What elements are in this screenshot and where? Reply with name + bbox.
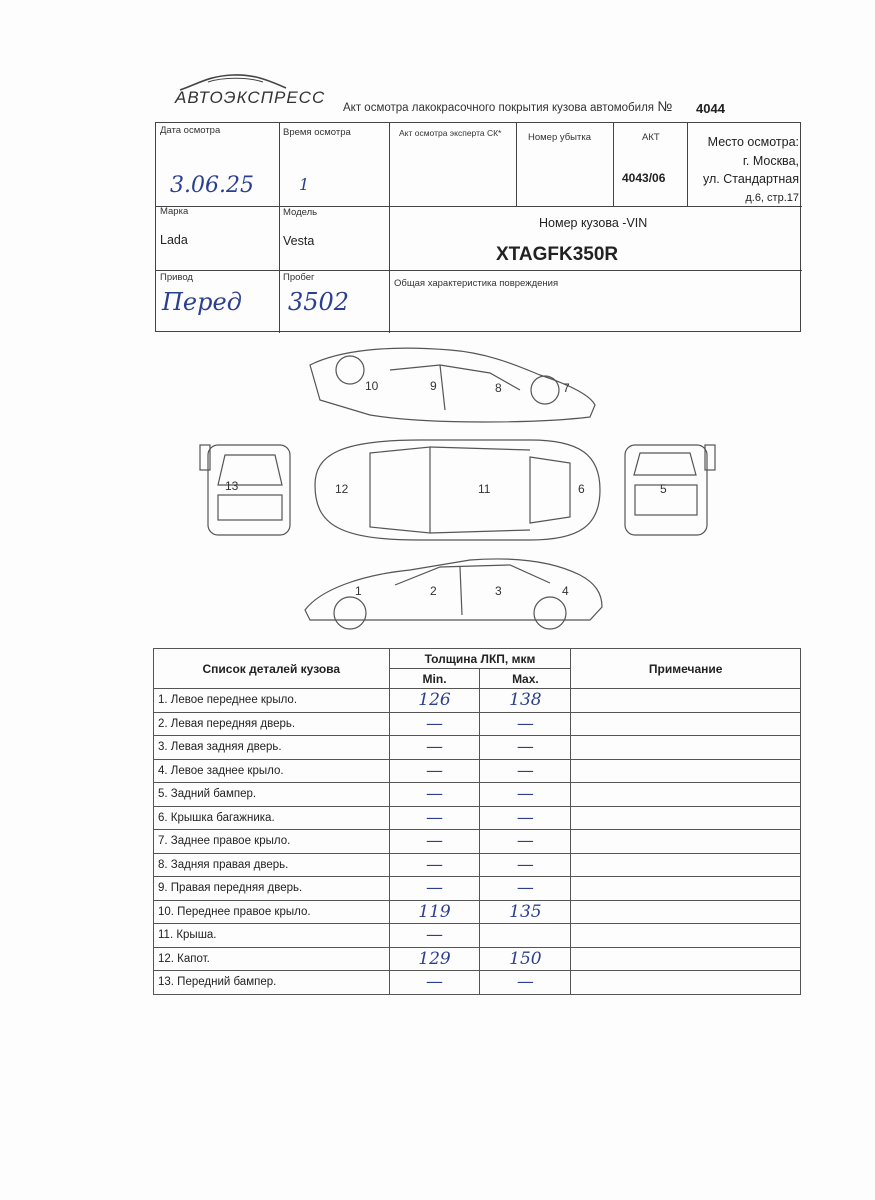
part-note: [571, 736, 801, 760]
part-name: 5. Задний бампер.: [154, 783, 390, 807]
part-name: 13. Передний бампер.: [154, 971, 390, 995]
top-view-icon: [315, 440, 600, 540]
thickness-max: [480, 759, 571, 783]
date-label: Дата осмотра: [160, 125, 221, 136]
thickness-max-value: 138: [509, 690, 542, 711]
drive-value: Перед: [162, 288, 242, 316]
thickness-max: [480, 877, 571, 901]
diagram-number: 12: [335, 482, 349, 496]
diagram-number: 1: [355, 584, 362, 598]
thickness-max-value: —: [516, 760, 534, 781]
thickness-min-value: —: [426, 737, 444, 758]
inspection-place: Место осмотра: г. Москва, ул. Стандартная д.6, стр.17: [703, 135, 799, 204]
thickness-max-value: —: [516, 784, 534, 805]
thickness-min: [389, 900, 480, 924]
thickness-min-value: 119: [418, 901, 451, 922]
max-header: Max.: [480, 669, 571, 689]
expert-act-label: Акт осмотра эксперта СК*: [399, 128, 502, 138]
vin-value: XTAGFK350R: [496, 244, 619, 265]
diagram-number: 9: [430, 379, 437, 393]
thickness-max-value: —: [516, 807, 534, 828]
part-note: [571, 877, 801, 901]
diagram-number: 5: [660, 482, 667, 496]
document-number: 4044: [696, 101, 725, 116]
thickness-max: [480, 736, 571, 760]
thickness-min: [389, 806, 480, 830]
rear-view-icon: [625, 445, 715, 535]
brand-value: Lada: [160, 233, 188, 247]
note-header: Примечание: [571, 649, 801, 689]
part-name: 7. Заднее правое крыло.: [154, 830, 390, 854]
thickness-max-value: —: [516, 831, 534, 852]
diagram-number: 10: [365, 379, 379, 393]
thickness-min-value: 129: [418, 948, 451, 969]
part-note: [571, 689, 801, 713]
min-header: Min.: [389, 669, 480, 689]
model-label: Модель: [283, 207, 318, 218]
thickness-max: [480, 712, 571, 736]
table-row: [154, 689, 801, 713]
table-row: [154, 712, 801, 736]
part-note: [571, 900, 801, 924]
table-row: [154, 830, 801, 854]
thickness-max-value: 150: [509, 948, 542, 969]
thickness-min-value: —: [426, 807, 444, 828]
thickness-max: [480, 971, 571, 995]
logo: АВТОЭКСПРЕСС: [175, 88, 326, 107]
thickness-min: [389, 853, 480, 877]
thickness-min: [389, 736, 480, 760]
table-row: [154, 900, 801, 924]
thickness-max-value: —: [516, 713, 534, 734]
thickness-min-value: —: [426, 831, 444, 852]
part-name: 9. Правая передняя дверь.: [154, 877, 390, 901]
diagram-number: 11: [478, 482, 491, 496]
thickness-max-value: —: [516, 972, 534, 993]
part-note: [571, 759, 801, 783]
part-note: [571, 924, 801, 948]
diagram-number: 7: [563, 381, 570, 395]
thickness-min-value: —: [426, 784, 444, 805]
thickness-min-value: 126: [418, 690, 451, 711]
table-row: [154, 806, 801, 830]
thickness-min-value: —: [426, 854, 444, 875]
drive-label: Привод: [160, 272, 193, 283]
table-row: [154, 736, 801, 760]
thickness-max-value: —: [516, 737, 534, 758]
thickness-header: Толщина ЛКП, мкм: [389, 649, 571, 669]
thickness-min: [389, 689, 480, 713]
part-name: 11. Крыша.: [154, 924, 390, 948]
thickness-max: [480, 830, 571, 854]
thickness-min: [389, 830, 480, 854]
thickness-min: [389, 712, 480, 736]
thickness-min-value: —: [426, 972, 444, 993]
diagram-number: 8: [495, 381, 502, 395]
thickness-max-value: —: [516, 878, 534, 899]
table-row: [154, 924, 801, 948]
date-value: 3.06.25: [170, 173, 254, 198]
part-name: 6. Крышка багажника.: [154, 806, 390, 830]
act-value: 4043/06: [622, 171, 666, 185]
part-note: [571, 806, 801, 830]
parts-table: [153, 648, 801, 995]
table-row: [154, 947, 801, 971]
part-name: 10. Переднее правое крыло.: [154, 900, 390, 924]
part-note: [571, 830, 801, 854]
part-note: [571, 947, 801, 971]
model-value: Vesta: [283, 234, 315, 248]
thickness-max: [480, 947, 571, 971]
info-grid: [155, 122, 801, 332]
thickness-min-value: —: [426, 713, 444, 734]
part-note: [571, 783, 801, 807]
thickness-min: [389, 924, 480, 948]
part-note: [571, 971, 801, 995]
part-name: 1. Левое переднее крыло.: [154, 689, 390, 713]
thickness-max: [480, 924, 571, 948]
diagram-number: 2: [430, 584, 437, 598]
part-note: [571, 853, 801, 877]
brand-label: Марка: [160, 206, 189, 217]
part-name: 3. Левая задняя дверь.: [154, 736, 390, 760]
thickness-min-value: —: [426, 925, 444, 946]
right-side-view-icon: [310, 348, 595, 422]
diagram-number: 3: [495, 584, 502, 598]
thickness-min: [389, 947, 480, 971]
diagram-number: 4: [562, 584, 569, 598]
thickness-max-value: —: [516, 854, 534, 875]
part-name: 12. Капот.: [154, 947, 390, 971]
thickness-min: [389, 759, 480, 783]
table-row: [154, 971, 801, 995]
damage-label: Общая характеристика повреждения: [394, 278, 559, 289]
left-side-view-icon: [305, 559, 602, 629]
car-diagram: [190, 345, 730, 635]
diagram-number: 13: [225, 479, 239, 493]
part-name: 2. Левая передняя дверь.: [154, 712, 390, 736]
table-row: [154, 877, 801, 901]
thickness-min: [389, 971, 480, 995]
front-view-icon: [200, 445, 290, 535]
part-note: [571, 712, 801, 736]
parts-header: Список деталей кузова: [154, 649, 390, 689]
document-title: Акт осмотра лакокрасочного покрытия кузова автомобиля №: [343, 98, 673, 114]
mileage-value: 3502: [288, 288, 350, 316]
thickness-max: [480, 853, 571, 877]
table-row: [154, 783, 801, 807]
thickness-max: [480, 900, 571, 924]
part-name: 8. Задняя правая дверь.: [154, 853, 390, 877]
thickness-min-value: —: [426, 878, 444, 899]
thickness-max: [480, 689, 571, 713]
parts-table-body: [154, 689, 801, 995]
thickness-max-value: 135: [509, 901, 542, 922]
part-name: 4. Левое заднее крыло.: [154, 759, 390, 783]
diagram-number: 6: [578, 482, 585, 496]
table-row: [154, 759, 801, 783]
thickness-min: [389, 877, 480, 901]
act-label: АКТ: [642, 132, 660, 143]
mileage-label: Пробег: [283, 272, 315, 283]
vin-label: Номер кузова -VIN: [539, 216, 648, 230]
thickness-max: [480, 806, 571, 830]
table-row: [154, 853, 801, 877]
time-label: Время осмотра: [283, 127, 351, 138]
thickness-min-value: —: [426, 760, 444, 781]
time-value: 1: [299, 175, 310, 194]
loss-number-label: Номер убытка: [528, 132, 592, 143]
thickness-min: [389, 783, 480, 807]
thickness-max: [480, 783, 571, 807]
